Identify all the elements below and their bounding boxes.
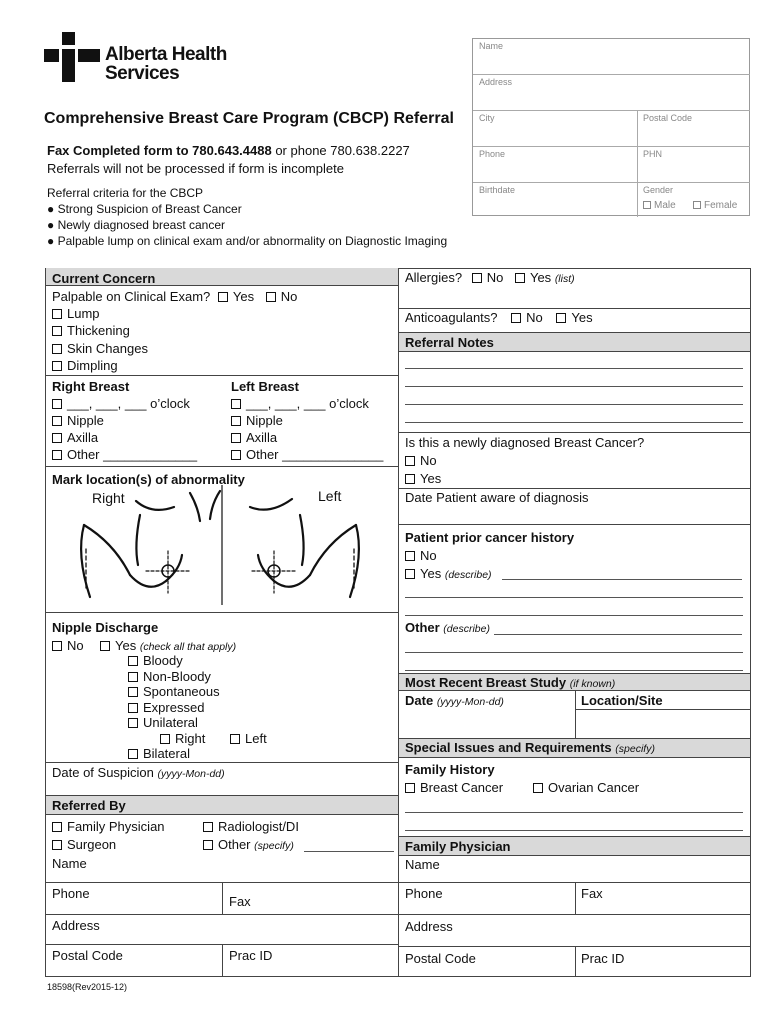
referred-by-heading: Referred By <box>52 798 126 813</box>
ahs-logo-mark <box>44 32 102 82</box>
ref-fax-field[interactable]: Fax <box>229 894 251 909</box>
unilateral-right-checkbox[interactable]: Right <box>160 731 205 746</box>
anticoag-no-checkbox[interactable]: No <box>501 310 543 325</box>
lump-checkbox[interactable]: Lump <box>52 306 100 321</box>
fp-name-field[interactable]: Name <box>405 857 440 872</box>
family-history-heading: Family History <box>405 762 495 777</box>
discharge-yes-checkbox[interactable]: Yes (check all that apply) <box>100 638 236 653</box>
dimpling-checkbox[interactable]: Dimpling <box>52 358 118 373</box>
family-ovarian-cancer-checkbox[interactable]: Ovarian Cancer <box>533 780 639 795</box>
date-aware-field[interactable]: Date Patient aware of diagnosis <box>405 490 589 505</box>
allergies-yes-checkbox[interactable]: Yes (list) <box>507 270 575 285</box>
logo-text-line1: Alberta Health <box>105 44 227 65</box>
newly-diagnosed-question: Is this a newly diagnosed Breast Cancer? <box>405 435 645 450</box>
right-breast-heading: Right Breast <box>52 379 130 394</box>
ref-prac-id-field[interactable]: Prac ID <box>229 948 273 963</box>
ref-name-field[interactable]: Name <box>52 856 87 871</box>
nipple-discharge-heading: Nipple Discharge <box>52 620 159 635</box>
form-title: Comprehensive Breast Care Program (CBCP) Referral <box>44 110 454 127</box>
unilateral-checkbox[interactable]: Unilateral <box>128 715 198 730</box>
patient-phone-field[interactable]: Phone <box>479 149 506 159</box>
skin-changes-checkbox[interactable]: Skin Changes <box>52 341 148 356</box>
ref-surgeon-checkbox[interactable]: Surgeon <box>52 837 116 852</box>
spontaneous-checkbox[interactable]: Spontaneous <box>128 684 220 699</box>
referral-notes-line[interactable] <box>405 404 743 405</box>
patient-birthdate-field[interactable]: Birthdate <box>479 185 516 195</box>
ref-postal-code-field[interactable]: Postal Code <box>52 948 123 963</box>
right-axilla-checkbox[interactable]: Axilla <box>52 430 98 445</box>
unilateral-left-checkbox[interactable]: Left <box>230 731 267 746</box>
patient-name-field[interactable]: Name <box>479 41 504 51</box>
expressed-checkbox[interactable]: Expressed <box>128 700 204 715</box>
study-date-field[interactable]: Date (yyyy-Mon-dd) <box>405 693 504 708</box>
allergies-question: Allergies? No Yes (list) <box>405 270 575 285</box>
family-physician-heading: Family Physician <box>405 839 511 854</box>
patient-address-field[interactable]: Address <box>479 77 513 87</box>
diagram-right-label: Right <box>92 490 125 506</box>
non-bloody-checkbox[interactable]: Non-Bloody <box>128 669 211 684</box>
patient-city-field[interactable]: City <box>479 113 495 123</box>
anticoagulants-question: Anticoagulants? No Yes <box>405 310 593 325</box>
criteria-heading: Referral criteria for the CBCP <box>47 186 204 200</box>
left-oclock-checkbox[interactable]: ___, ___, ___ o’clock <box>231 396 369 411</box>
right-nipple-checkbox[interactable]: Nipple <box>52 413 104 428</box>
referral-notes-line[interactable] <box>405 422 743 423</box>
referral-notes-line[interactable] <box>405 386 743 387</box>
patient-info-box <box>472 38 750 216</box>
bilateral-checkbox[interactable]: Bilateral <box>128 746 190 761</box>
family-breast-cancer-checkbox[interactable]: Breast Cancer <box>405 780 503 795</box>
left-axilla-checkbox[interactable]: Axilla <box>231 430 277 445</box>
prior-history-no-checkbox[interactable]: No <box>405 548 437 563</box>
fp-fax-field[interactable]: Fax <box>581 886 603 901</box>
left-nipple-checkbox[interactable]: Nipple <box>231 413 283 428</box>
right-other-checkbox[interactable]: Other _____________ <box>52 447 197 462</box>
diagram-left-label: Left <box>318 488 342 504</box>
patient-gender-label: Gender <box>643 185 674 195</box>
current-concern-heading: Current Concern <box>52 271 156 286</box>
fp-prac-id-field[interactable]: Prac ID <box>581 951 625 966</box>
criteria-item: ● Newly diagnosed breast cancer <box>47 218 226 232</box>
recent-study-heading: Most Recent Breast Study (if known) <box>405 675 616 690</box>
left-other-checkbox[interactable]: Other ______________ <box>231 447 383 462</box>
newly-diagnosed-yes-checkbox[interactable]: Yes <box>405 471 441 486</box>
prior-history-heading: Patient prior cancer history <box>405 530 575 545</box>
incomplete-note: Referrals will not be processed if form is incomplete <box>47 161 344 176</box>
ref-address-field[interactable]: Address <box>52 918 100 933</box>
discharge-no-checkbox[interactable]: No <box>52 638 84 653</box>
ref-phone-field[interactable]: Phone <box>52 886 90 901</box>
palpable-yes-checkbox[interactable]: Yes <box>214 289 254 304</box>
form-number: 18598(Rev2015-12) <box>47 982 128 992</box>
fp-address-field[interactable]: Address <box>405 919 453 934</box>
mark-location-heading: Mark location(s) of abnormality <box>52 472 245 487</box>
fax-number: Fax Completed form to 780.643.4488 <box>47 143 272 158</box>
thickening-checkbox[interactable]: Thickening <box>52 323 130 338</box>
fax-line <box>47 143 410 158</box>
criteria-item: ● Strong Suspicion of Breast Cancer <box>47 202 242 216</box>
prior-history-yes-checkbox[interactable]: Yes (describe) <box>405 566 492 581</box>
gender-female-checkbox[interactable]: Female <box>693 200 737 211</box>
ref-family-physician-checkbox[interactable]: Family Physician <box>52 819 165 834</box>
date-suspicion-field[interactable]: Date of Suspicion (yyyy-Mon-dd) <box>52 765 225 780</box>
referral-notes-heading: Referral Notes <box>405 335 494 350</box>
gender-male-checkbox[interactable]: Male <box>643 200 676 211</box>
breast-diagram[interactable] <box>70 485 370 605</box>
fp-postal-code-field[interactable]: Postal Code <box>405 951 476 966</box>
palpable-no-checkbox[interactable]: No <box>258 289 298 304</box>
special-issues-heading: Special Issues and Requirements (specify) <box>405 740 655 755</box>
bloody-checkbox[interactable]: Bloody <box>128 653 183 668</box>
allergies-no-checkbox[interactable]: No <box>466 270 504 285</box>
anticoag-yes-checkbox[interactable]: Yes <box>546 310 592 325</box>
other-history-field[interactable]: Other (describe) <box>405 620 490 635</box>
newly-diagnosed-no-checkbox[interactable]: No <box>405 453 437 468</box>
criteria-item: ● Palpable lump on clinical exam and/or abnormality on Diagnostic Imaging <box>47 234 448 248</box>
ref-radiologist-checkbox[interactable]: Radiologist/DI <box>203 819 299 834</box>
palpable-question: Palpable on Clinical Exam? Yes No <box>52 289 298 304</box>
ref-other-checkbox[interactable]: Other (specify) <box>203 837 294 852</box>
phone-number: or phone 780.638.2227 <box>275 143 410 158</box>
right-oclock-checkbox[interactable]: ___, ___, ___ o’clock <box>52 396 190 411</box>
logo-text-line2: Services <box>105 63 180 84</box>
patient-postal-field[interactable]: Postal Code <box>643 113 693 123</box>
fp-phone-field[interactable]: Phone <box>405 886 443 901</box>
referral-notes-line[interactable] <box>405 368 743 369</box>
patient-phn-field[interactable]: PHN <box>643 149 663 159</box>
study-location-field[interactable]: Location/Site <box>581 693 663 708</box>
left-breast-heading: Left Breast <box>231 379 299 394</box>
ahs-logo <box>44 32 227 84</box>
